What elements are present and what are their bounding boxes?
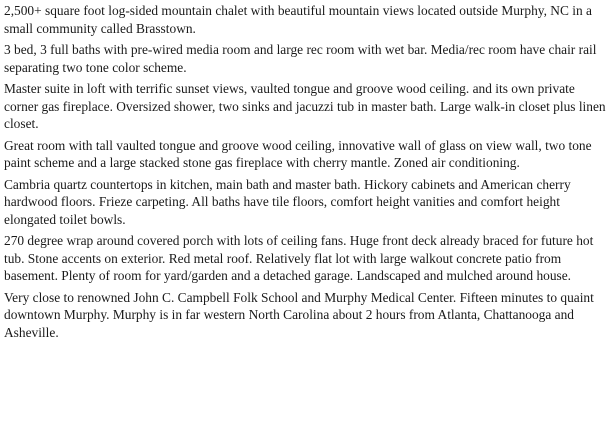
description-paragraph-overview: 2,500+ square foot log-sided mountain chalet with beautiful mountain views located outside Murphy, NC in a small community called Brasstown. <box>4 3 592 36</box>
description-paragraph-kitchen: Cambria quartz countertops in kitchen, main bath and master bath. Hickory cabinets and American cherry hardwood floors. Frieze carpeting. All baths have tile floors, comfort height vanities and comfort height elongated toilet bowls. <box>4 176 571 227</box>
description-paragraph-bedrooms: 3 bed, 3 full baths with pre-wired media room and large rec room with wet bar. Media/rec room have chair rail separating two tone color scheme. <box>4 42 597 75</box>
description-paragraph-master-suite: Master suite in loft with terrific sunset views, vaulted tongue and groove wood ceiling. and its own private corner gas fireplace. Oversized shower, two sinks and jacuzzi tub in master bath. Large walk-in closet plus linen closet. <box>4 81 606 131</box>
property-description <box>4 2 612 345</box>
description-paragraph-exterior: 270 degree wrap around covered porch with lots of ceiling fans. Huge front deck already braced for future hot tub. Stone accents on exterior. Red metal roof. Relatively flat lot with large walkout concrete patio from basement. Plenty of room for yard/garden and a detached garage. Landscaped and mulched around house. <box>4 233 594 283</box>
description-paragraph-location: Very close to renowned John C. Campbell Folk School and Murphy Medical Center. Fifteen minutes to quaint downtown Murphy. Murphy is in far western North Carolina about 2 hours from Atlanta, Chattanooga and Asheville. <box>4 289 594 340</box>
description-paragraph-great-room: Great room with tall vaulted tongue and groove wood ceiling, innovative wall of glass on view wall, two tone paint scheme and a large stacked stone gas fireplace with cherry mantle. Zoned air conditioning. <box>4 137 592 170</box>
